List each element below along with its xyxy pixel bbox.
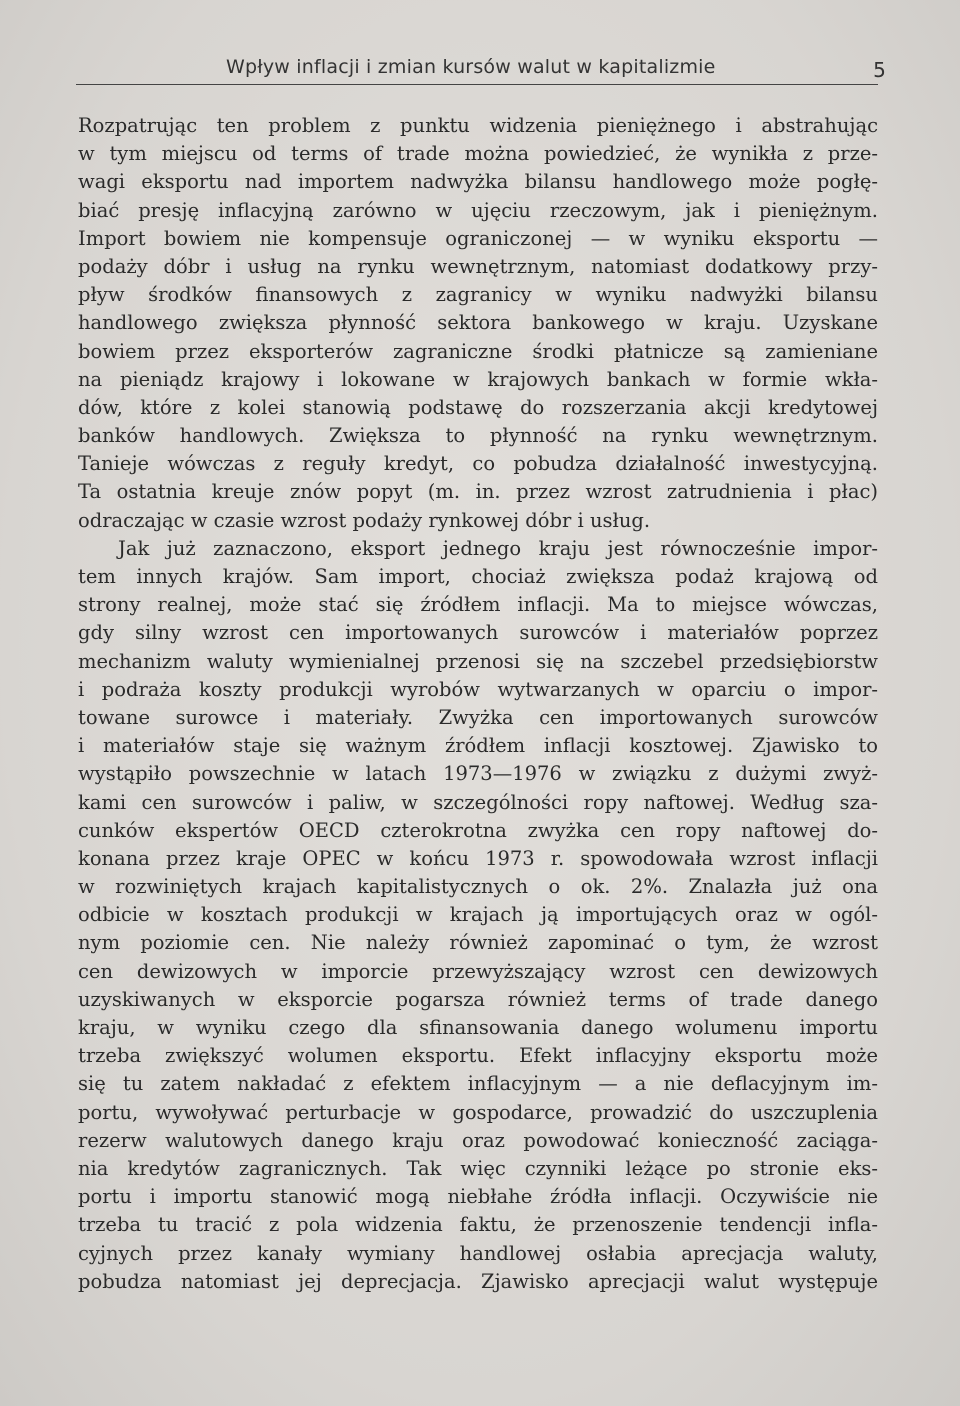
text-line: nia kredytów zagranicznych. Tak więc czynniki leżące po stronie eks- [78,1156,878,1180]
text-line: biać presję inflacyjną zarówno w ujęciu rzeczowym, jak i pieniężnym. [78,198,878,222]
text-line: Import bowiem nie kompensuje ograniczonej — w wyniku eksportu — [78,226,878,250]
text-line: trzeba tu tracić z pola widzenia faktu, że przenoszenie tendencji infla- [78,1213,878,1237]
text-line: mechanizm waluty wymienialnej przenosi się na szczebel przedsiębiorstw [78,649,878,673]
text-line: na pieniądz krajowy i lokowane w krajowych bankach w formie wkła- [78,367,878,391]
text-line: uzyskiwanych w eksporcie pogarsza również terms of trade danego [78,987,878,1011]
text-line: rezerw walutowych danego kraju oraz powodować konieczność zaciąga- [78,1128,878,1152]
text-line: Ta ostatnia kreuje znów popyt (m. in. przez wzrost zatrudnienia i płac) [78,480,878,504]
text-line: portu i importu stanowić mogą niebłahe źródła inflacji. Oczywiście nie [78,1185,878,1209]
text-line: Rozpatrując ten problem z punktu widzenia pieniężnego i abstrahując [78,114,878,137]
text-line: odraczając w czasie wzrost podaży rynkowej dóbr i usług. [78,508,651,532]
text-line: cyjnych przez kanały wymiany handlowej osłabia aprecjacja waluty, [78,1241,878,1265]
text-line: nym poziomie cen. Nie należy również zapominać o tym, że wzrost [78,931,878,955]
text-line: podaży dóbr i usług na rynku wewnętrznym, natomiast dodatkowy przy- [78,254,878,278]
text-line: Tanieje wówczas z reguły kredyt, co pobudza działalność inwestycyjną. [78,452,878,476]
text-line: wystąpiło powszechnie w latach 1973—1976 w związku z dużymi zwyż- [78,762,878,786]
text-line: portu, wywoływać perturbacje w gospodarce, prowadzić do uszczuplenia [78,1100,878,1124]
text-line: kami cen surowców i paliw, w szczególności ropy naftowej. Według sza- [78,790,878,814]
text-line: gdy silny wzrost cen importowanych surowców i materiałów poprzez [78,621,878,645]
body-text [78,112,878,1296]
text-line: i materiałów staje się ważnym źródłem inflacji kosztowej. Zjawisko to [78,734,878,758]
text-line: towane surowce i materiały. Zwyżka cen importowanych surowców [78,705,878,729]
text-line: trzeba zwiększyć wolumen eksportu. Efekt inflacyjny eksportu może [78,1044,878,1068]
text-line: wagi eksportu nad importem nadwyżka bilansu handlowego może pogłę- [78,170,878,194]
text-line: tem innych krajów. Sam import, chociaż zwiększa podaż krajową od [78,565,878,588]
text-line: bowiem przez eksporterów zagraniczne środki płatnicze są zamieniane [78,339,878,363]
running-header [76,52,886,85]
text-line: odbicie w kosztach produkcji w krajach ją importujących oraz w ogól- [78,903,878,927]
text-line: się tu zatem nakładać z efektem inflacyjnym — a nie deflacyjnym im- [78,1072,878,1096]
text-line: cunków ekspertów OECD czterokrotna zwyżka cen ropy naftowej do- [78,818,878,842]
text-line: dów, które z kolei stanowią podstawę do rozszerzania akcji kredytowej [78,395,878,419]
text-line: i podraża koszty produkcji wyrobów wytwarzanych w oparciu o impor- [78,677,878,701]
text-line: cen dewizowych w imporcie przewyższający wzrost cen dewizowych [78,959,878,983]
text-line: w tym miejscu od terms of trade można powiedzieć, że wynikła z prze- [78,142,878,166]
text-line: Jak już zaznaczono, eksport jednego kraju jest równocześnie impor- [118,536,878,560]
text-line: kraju, w wyniku czego dla sfinansowania danego wolumenu importu [78,1016,878,1039]
text-line: konana przez kraje OPEC w końcu 1973 r. spowodowała wzrost inflacji [78,846,878,870]
text-line: strony realnej, może stać się źródłem inflacji. Ma to miejsce wówczas, [78,593,878,617]
text-line: pobudza natomiast jej deprecjacja. Zjawisko aprecjacji walut występuje [78,1269,878,1293]
page-number: 5 [873,58,886,82]
text-line: banków handlowych. Zwiększa to płynność na rynku wewnętrznym. [78,424,878,448]
text-line: pływ środków finansowych z zagranicy w wyniku nadwyżki bilansu [78,283,878,307]
text-line: w rozwiniętych krajach kapitalistycznych o ok. 2%. Znalazła już ona [78,875,878,899]
text-line: handlowego zwiększa płynność sektora bankowego w kraju. Uzyskane [78,311,878,335]
running-header-title: Wpływ inflacji i zmian kursów walut w kapitalizmie [226,56,716,78]
